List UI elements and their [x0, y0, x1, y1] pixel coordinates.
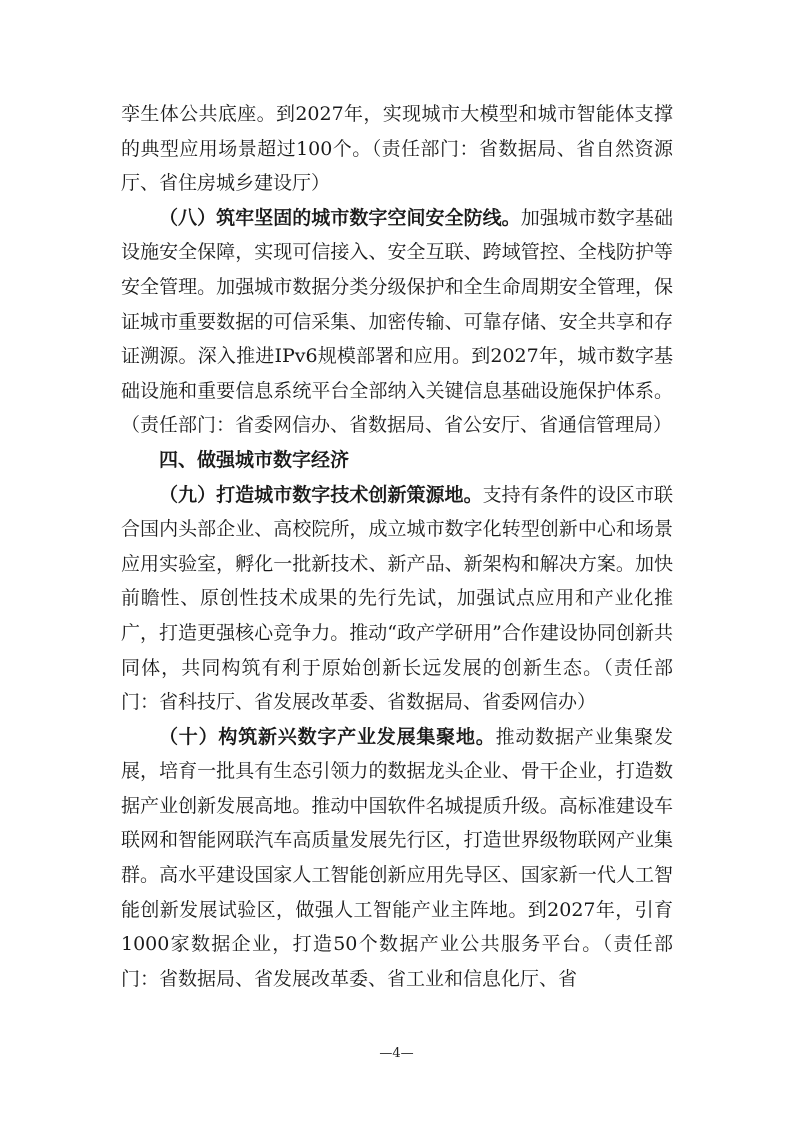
paragraph-eight [121, 201, 673, 443]
document-body [121, 97, 673, 996]
paragraph-nine [121, 478, 673, 720]
paragraph-eight-title: （八）筑牢坚固的城市数字空间安全防线。 [159, 206, 521, 229]
paragraph-nine-title: （九）打造城市数字技术创新策源地。 [159, 483, 483, 506]
paragraph-ten-title: （十）构筑新兴数字产业发展集聚地。 [159, 725, 496, 748]
paragraph-ten-body: 推动数据产业集聚发展，培育一批具有生态引领力的数据龙头企业、骨干企业，打造数据产业创新发展高地。推动中国软件名城提质升级。高标准建设车联网和智能网联汽车高质量发展先行区，打造世界级物联网产业集群。高水平建设国家人工智能创新应用先导区、国家新一代人工智能创新发展试验区，做强人工智能产业主阵地。到2027年，引育1000家数据企业，打造50个数据产业公共服务平台。（责任部门：省数据局、省发展改革委、省工业和信息化厅、省 [121, 725, 673, 990]
paragraph-ten [121, 720, 673, 997]
paragraph-continuation: 孪生体公共底座。到2027年，实现城市大模型和城市智能体支撑的典型应用场景超过100个。（责任部门：省数据局、省自然资源厅、省住房城乡建设厅） [121, 103, 673, 195]
paragraph-eight-body: 加强城市数字基础设施安全保障，实现可信接入、安全互联、跨域管控、全栈防护等安全管理。加强城市数据分类分级保护和全生命周期安全管理，保证城市重要数据的可信采集、加密传输、可靠存储、安全共享和存证溯源。深入推进IPv6规模部署和应用。到2027年，城市数字基础设施和重要信息系统平台全部纳入关键信息基础设施保护体系。（责任部门：省委网信办、省数据局、省公安厅、省通信管理局） [121, 206, 673, 437]
page-number: —4— [379, 1046, 414, 1061]
paragraph-nine-body: 支持有条件的设区市联合国内头部企业、高校院所，成立城市数字化转型创新中心和场景应用实验室，孵化一批新技术、新产品、新架构和解决方案。加快前瞻性、原创性技术成果的先行先试，加强试点应用和产业化推广，打造更强核心竞争力。推动“政产学研用”合作建设协同创新共同体，共同构筑有利于原始创新长远发展的创新生态。（责任部门：省科技厅、省发展改革委、省数据局、省委网信办） [121, 483, 673, 714]
section-heading: 四、做强城市数字经济 [159, 448, 350, 471]
